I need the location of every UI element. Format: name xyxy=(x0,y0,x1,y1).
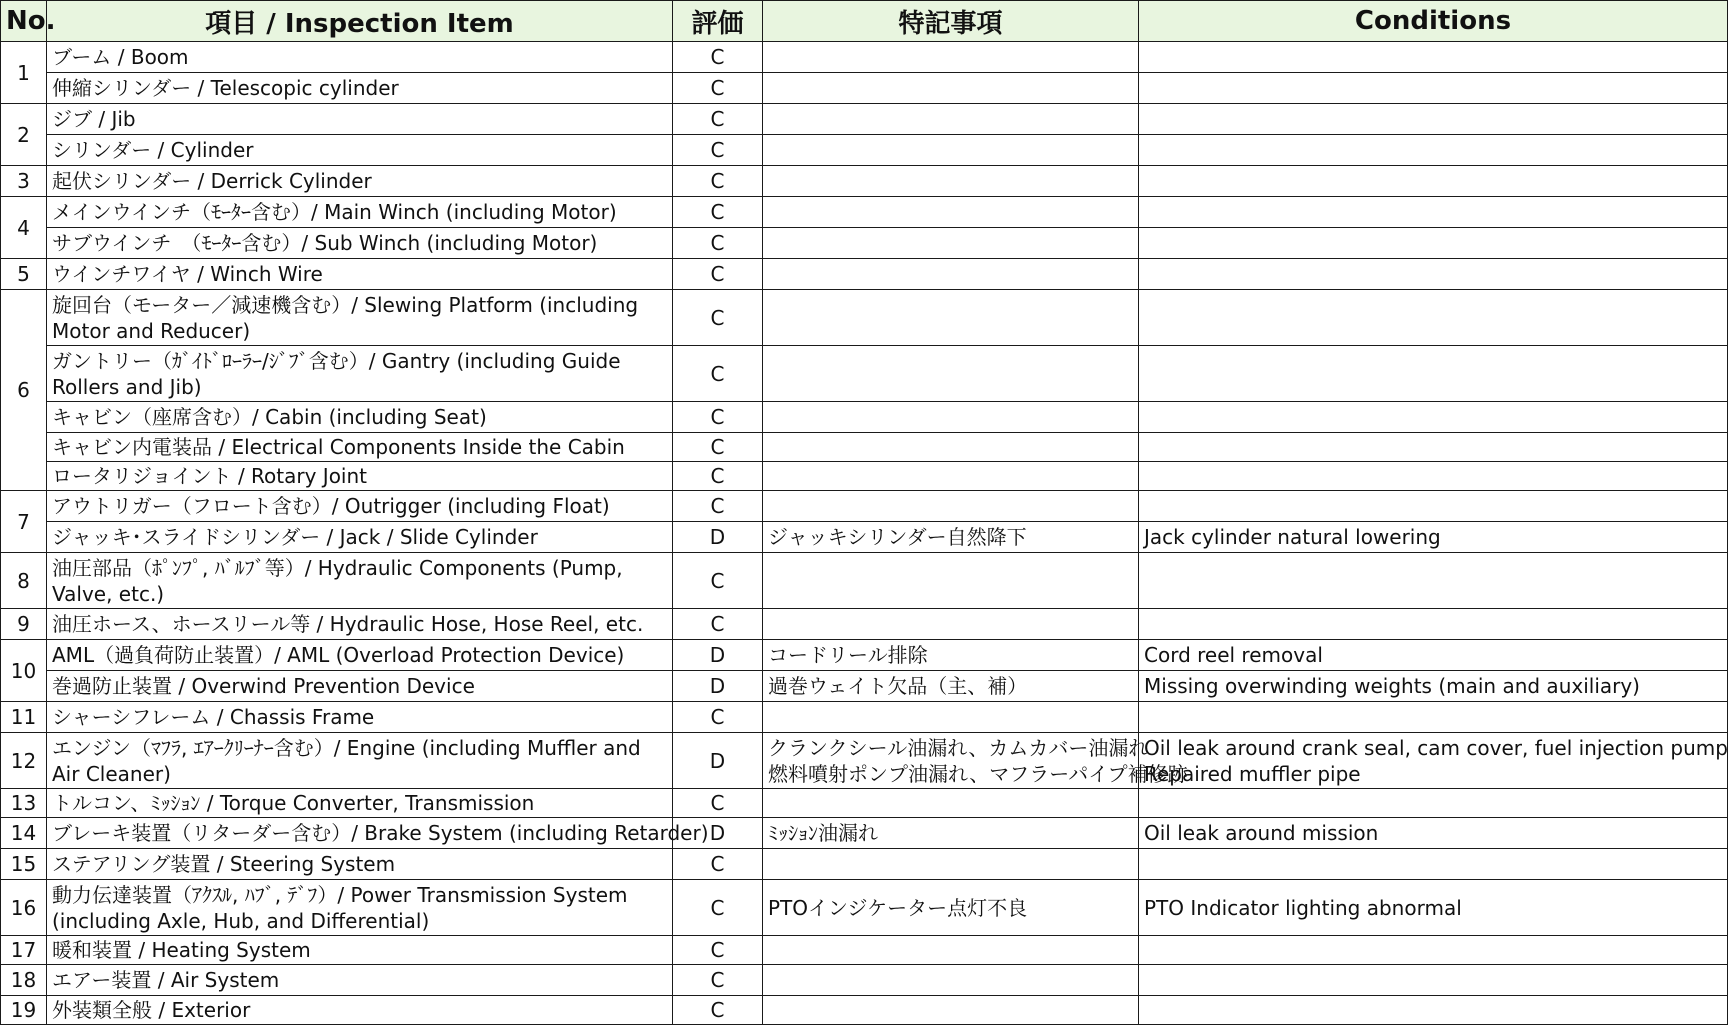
note-cell[interactable]: ジャッキシリンダー自然降下 xyxy=(763,522,1139,553)
conditions-cell[interactable] xyxy=(1139,228,1728,259)
table-row xyxy=(1,166,1728,197)
evaluation-cell[interactable]: C xyxy=(673,880,763,936)
note-cell[interactable] xyxy=(763,290,1139,346)
table-row xyxy=(1,609,1728,640)
table-row xyxy=(1,671,1728,702)
item-cell[interactable]: ロータリジョイント / Rotary Joint xyxy=(47,462,673,491)
table-row xyxy=(1,553,1728,609)
header-row xyxy=(1,1,1728,42)
item-cell[interactable]: 巻過防止装置 / Overwind Prevention Device xyxy=(47,671,673,702)
item-cell[interactable]: サブウインチ （ﾓｰﾀｰ含む）/ Sub Winch (including Motor) xyxy=(47,228,673,259)
note-cell[interactable] xyxy=(763,402,1139,433)
evaluation-cell[interactable]: C xyxy=(673,228,763,259)
row-no-cell[interactable]: 4 xyxy=(1,197,47,259)
conditions-cell[interactable] xyxy=(1139,402,1728,433)
item-cell[interactable]: ジブ / Jib xyxy=(47,104,673,135)
table-row xyxy=(1,702,1728,733)
row-no-cell[interactable]: 18 xyxy=(1,965,47,996)
evaluation-cell[interactable]: C xyxy=(673,702,763,733)
row-no-cell[interactable]: 14 xyxy=(1,818,47,849)
conditions-cell[interactable] xyxy=(1139,135,1728,166)
conditions-cell[interactable] xyxy=(1139,433,1728,462)
row-no-cell[interactable]: 19 xyxy=(1,996,47,1025)
conditions-cell[interactable]: Jack cylinder natural lowering xyxy=(1139,522,1728,553)
row-no-cell[interactable]: 10 xyxy=(1,640,47,702)
evaluation-cell[interactable]: C xyxy=(673,553,763,609)
conditions-cell[interactable] xyxy=(1139,166,1728,197)
evaluation-cell[interactable]: D xyxy=(673,640,763,671)
evaluation-cell[interactable]: C xyxy=(673,433,763,462)
conditions-cell[interactable] xyxy=(1139,733,1728,789)
note-cell[interactable] xyxy=(763,553,1139,609)
conditions-cell[interactable] xyxy=(1139,936,1728,965)
table-row xyxy=(1,73,1728,104)
conditions-cell[interactable] xyxy=(1139,996,1728,1025)
table-row xyxy=(1,290,1728,346)
table-row xyxy=(1,104,1728,135)
item-cell[interactable]: 動力伝達装置（ｱｸｽﾙ, ﾊﾌﾞ, ﾃﾞﾌ）/ Power Transmission System (including Axle, Hub, and Differential) xyxy=(47,880,673,936)
item-cell[interactable]: 旋回台（モーター／減速機含む）/ Slewing Platform (including Motor and Reducer) xyxy=(47,290,673,346)
item-cell[interactable]: ブーム / Boom xyxy=(47,42,673,73)
row-no-cell[interactable]: 17 xyxy=(1,936,47,965)
item-cell[interactable]: エアー装置 / Air System xyxy=(47,965,673,996)
evaluation-cell[interactable]: C xyxy=(673,965,763,996)
note-cell[interactable]: PTOインジケーター点灯不良 xyxy=(763,880,1139,936)
item-cell[interactable]: ウインチワイヤ / Winch Wire xyxy=(47,259,673,290)
item-cell[interactable]: ジャッキ･スライドシリンダー / Jack / Slide Cylinder xyxy=(47,522,673,553)
note-cell[interactable]: 過巻ウェイト欠品（主、補） xyxy=(763,671,1139,702)
note-line: クランクシール油漏れ、カムカバー油漏れ xyxy=(768,735,1149,760)
note-cell[interactable] xyxy=(763,462,1139,491)
evaluation-cell[interactable]: C xyxy=(673,996,763,1025)
conditions-cell[interactable] xyxy=(1139,462,1728,491)
note-cell[interactable] xyxy=(763,346,1139,402)
table-row xyxy=(1,259,1728,290)
table-row xyxy=(1,228,1728,259)
evaluation-cell[interactable]: C xyxy=(673,104,763,135)
note-cell[interactable] xyxy=(763,936,1139,965)
conditions-cell[interactable] xyxy=(1139,346,1728,402)
item-cell[interactable]: ステアリング装置 / Steering System xyxy=(47,849,673,880)
evaluation-cell[interactable]: C xyxy=(673,849,763,880)
item-cell[interactable]: メインウインチ（ﾓｰﾀｰ含む）/ Main Winch (including Motor) xyxy=(47,197,673,228)
item-cell[interactable]: キャビン（座席含む）/ Cabin (including Seat) xyxy=(47,402,673,433)
row-no-cell[interactable]: 12 xyxy=(1,733,47,789)
row-no-cell[interactable]: 5 xyxy=(1,259,47,290)
evaluation-cell[interactable]: C xyxy=(673,197,763,228)
item-cell[interactable]: ブレーキ装置（リターダー含む）/ Brake System (including Retarder) xyxy=(47,818,673,849)
note-cell[interactable] xyxy=(763,433,1139,462)
note-cell[interactable] xyxy=(763,849,1139,880)
evaluation-cell[interactable]: C xyxy=(673,42,763,73)
note-cell[interactable] xyxy=(763,197,1139,228)
condition-line: Oil leak around crank seal, cam cover, fuel injection pump xyxy=(1144,735,1728,760)
table-row xyxy=(1,789,1728,818)
row-no-cell[interactable]: 15 xyxy=(1,849,47,880)
item-cell[interactable]: 暖和装置 / Heating System xyxy=(47,936,673,965)
note-cell[interactable] xyxy=(763,789,1139,818)
note-cell[interactable] xyxy=(763,733,1188,789)
note-cell[interactable] xyxy=(763,73,1139,104)
conditions-cell[interactable]: Oil leak around mission xyxy=(1139,818,1728,849)
row-no-cell[interactable]: 16 xyxy=(1,880,47,936)
note-cell[interactable] xyxy=(763,228,1139,259)
item-cell[interactable]: トルコン、ﾐｯｼｮﾝ / Torque Converter, Transmission xyxy=(47,789,673,818)
row-no-cell[interactable]: 2 xyxy=(1,104,47,166)
header-evaluation[interactable]: 評価 xyxy=(673,1,763,42)
conditions-cell[interactable] xyxy=(1139,104,1728,135)
evaluation-cell[interactable]: C xyxy=(673,73,763,104)
evaluation-cell[interactable]: C xyxy=(673,491,763,522)
table-row xyxy=(1,346,1728,402)
conditions-cell[interactable]: PTO Indicator lighting abnormal xyxy=(1139,880,1728,936)
table-row xyxy=(1,402,1728,433)
evaluation-cell[interactable]: C xyxy=(673,462,763,491)
note-cell[interactable] xyxy=(763,491,1139,522)
evaluation-cell[interactable]: D xyxy=(673,818,763,849)
evaluation-cell[interactable]: C xyxy=(673,259,763,290)
row-no-cell[interactable]: 8 xyxy=(1,553,47,609)
header-conditions[interactable]: Conditions xyxy=(1139,1,1728,42)
item-cell[interactable]: 外装類全般 / Exterior xyxy=(47,996,673,1025)
note-cell[interactable]: ﾐｯｼｮﾝ油漏れ xyxy=(763,818,1139,849)
note-cell[interactable] xyxy=(763,166,1139,197)
item-cell[interactable]: 油圧ホース、ホースリール等 / Hydraulic Hose, Hose Reel, etc. xyxy=(47,609,673,640)
conditions-cell[interactable] xyxy=(1139,789,1728,818)
table-row xyxy=(1,965,1728,996)
conditions-cell[interactable] xyxy=(1139,609,1728,640)
table-row xyxy=(1,996,1728,1025)
note-line: 燃料噴射ポンプ油漏れ、マフラーパイプ補修跡 xyxy=(768,761,1188,786)
evaluation-cell[interactable]: D xyxy=(673,522,763,553)
table-row xyxy=(1,880,1728,936)
evaluation-cell[interactable]: C xyxy=(673,402,763,433)
conditions-cell[interactable] xyxy=(1139,197,1728,228)
table-row xyxy=(1,197,1728,228)
conditions-cell[interactable] xyxy=(1139,290,1728,346)
note-cell[interactable] xyxy=(763,259,1139,290)
header-no[interactable]: No. xyxy=(1,1,47,42)
note-cell[interactable] xyxy=(763,996,1139,1025)
conditions-cell[interactable] xyxy=(1139,73,1728,104)
table-row xyxy=(1,462,1728,491)
conditions-cell[interactable]: Missing overwinding weights (main and auxiliary) xyxy=(1139,671,1728,702)
note-cell[interactable] xyxy=(763,104,1139,135)
note-cell[interactable]: コードリール排除 xyxy=(763,640,1139,671)
conditions-cell[interactable] xyxy=(1139,965,1728,996)
evaluation-cell[interactable]: D xyxy=(673,733,763,789)
row-no-cell[interactable]: 9 xyxy=(1,609,47,640)
note-cell[interactable] xyxy=(763,609,1139,640)
note-cell[interactable] xyxy=(763,42,1139,73)
item-cell[interactable]: ガントリー（ｶﾞｲﾄﾞﾛｰﾗｰ/ｼﾞﾌﾞ含む）/ Gantry (including Guide Rollers and Jib) xyxy=(47,346,673,402)
row-no-cell[interactable]: 6 xyxy=(1,290,47,491)
conditions-cell[interactable] xyxy=(1139,259,1728,290)
header-special-notes[interactable]: 特記事項 xyxy=(763,1,1139,42)
evaluation-cell[interactable]: C xyxy=(673,789,763,818)
item-cell[interactable]: 伸縮シリンダー / Telescopic cylinder xyxy=(47,73,673,104)
table-row xyxy=(1,640,1728,671)
item-cell[interactable]: 起伏シリンダー / Derrick Cylinder xyxy=(47,166,673,197)
evaluation-cell[interactable]: C xyxy=(673,166,763,197)
item-cell[interactable]: アウトリガー（フロート含む）/ Outrigger (including Float) xyxy=(47,491,673,522)
item-cell[interactable]: エンジン（ﾏﾌﾗ, ｴｱｰｸﾘｰﾅｰ含む）/ Engine (including Muffler and Air Cleaner) xyxy=(47,733,673,789)
table-row xyxy=(1,733,1728,789)
table-row xyxy=(1,818,1728,849)
conditions-cell[interactable] xyxy=(1139,849,1728,880)
row-no-cell[interactable]: 11 xyxy=(1,702,47,733)
item-cell[interactable]: 油圧部品（ﾎﾟﾝﾌﾟ, ﾊﾞﾙﾌﾞ等）/ Hydraulic Components (Pump, Valve, etc.) xyxy=(47,553,673,609)
table-row xyxy=(1,135,1728,166)
evaluation-cell[interactable]: C xyxy=(673,135,763,166)
evaluation-cell[interactable]: C xyxy=(673,609,763,640)
evaluation-cell[interactable]: D xyxy=(673,671,763,702)
conditions-cell[interactable]: Cord reel removal xyxy=(1139,640,1728,671)
table-row xyxy=(1,936,1728,965)
conditions-cell[interactable] xyxy=(1139,491,1728,522)
table-row xyxy=(1,42,1728,73)
evaluation-cell[interactable]: C xyxy=(673,936,763,965)
item-cell[interactable]: AML（過負荷防止装置）/ AML (Overload Protection Device) xyxy=(47,640,673,671)
row-no-cell[interactable]: 1 xyxy=(1,42,47,104)
row-no-cell[interactable]: 13 xyxy=(1,789,47,818)
item-cell[interactable]: シャーシフレーム / Chassis Frame xyxy=(47,702,673,733)
table-row xyxy=(1,433,1728,462)
table-row xyxy=(1,849,1728,880)
item-cell[interactable]: シリンダー / Cylinder xyxy=(47,135,673,166)
table-row xyxy=(1,491,1728,522)
conditions-cell[interactable] xyxy=(1139,702,1728,733)
note-cell[interactable] xyxy=(763,965,1139,996)
note-cell[interactable] xyxy=(763,135,1139,166)
header-inspection-item[interactable]: 項目 / Inspection Item xyxy=(47,1,673,42)
condition-line: Repaired muffler pipe xyxy=(1144,761,1361,786)
conditions-cell[interactable] xyxy=(1139,42,1728,73)
item-cell[interactable]: キャビン内電装品 / Electrical Components Inside the Cabin xyxy=(47,433,673,462)
row-no-cell[interactable]: 3 xyxy=(1,166,47,197)
row-no-cell[interactable]: 7 xyxy=(1,491,47,553)
table-row xyxy=(1,522,1728,553)
note-cell[interactable] xyxy=(763,702,1139,733)
conditions-cell[interactable] xyxy=(1139,553,1728,609)
evaluation-cell[interactable]: C xyxy=(673,346,763,402)
evaluation-cell[interactable]: C xyxy=(673,290,763,346)
